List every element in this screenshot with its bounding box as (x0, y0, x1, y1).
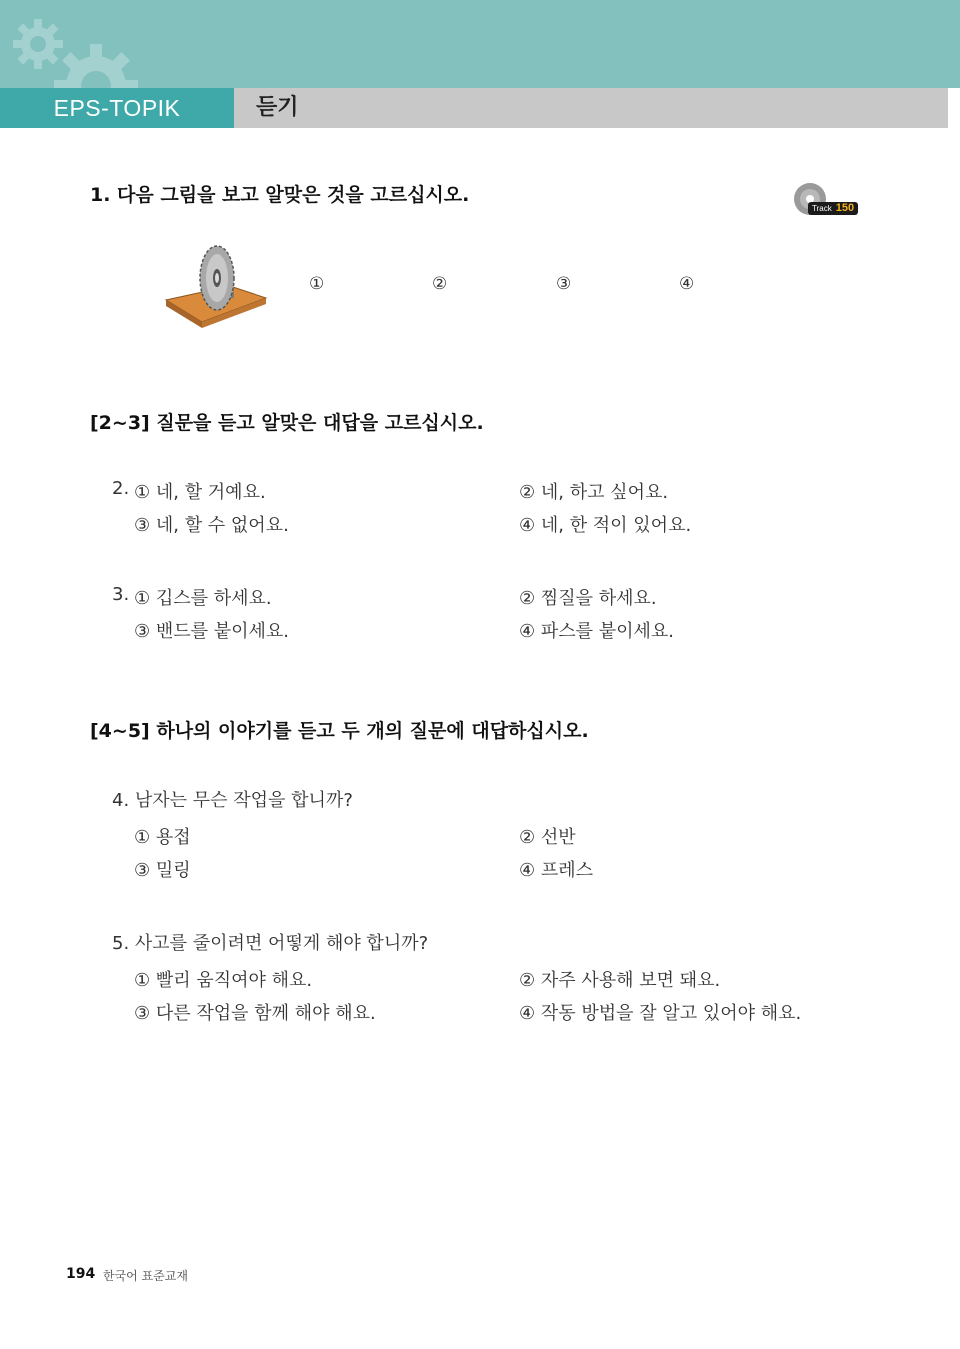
q1-option-4[interactable]: ④ (679, 274, 695, 294)
gear-icon (0, 0, 160, 88)
page-number: 194 (66, 1266, 96, 1282)
q4-option-4[interactable]: ④ 프레스 (519, 860, 594, 881)
q4-5-instruction: [4~5] 하나의 이야기를 듣고 두 개의 질문에 대답하십시오. (90, 720, 589, 742)
q5-question: 5. 사고를 줄이려면 어떻게 해야 합니까? (112, 933, 429, 954)
q5-option-2[interactable]: ② 자주 사용해 보면 돼요. (519, 970, 721, 991)
q1-option-2[interactable]: ② (432, 274, 448, 294)
q2-option-2[interactable]: ② 네, 하고 싶어요. (519, 482, 669, 503)
q1-instruction: 1. 다음 그림을 보고 알맞은 것을 고르십시오. (90, 184, 470, 206)
q3-option-3[interactable]: ③ 밴드를 붙이세요. (134, 621, 290, 642)
q2-3-instruction: [2~3] 질문을 듣고 알맞은 대답을 고르십시오. (90, 412, 484, 434)
q4-option-3[interactable]: ③ 밀링 (134, 860, 191, 881)
q5-option-3[interactable]: ③ 다른 작업을 함께 해야 해요. (134, 1003, 376, 1024)
q3-option-1[interactable]: ① 깁스를 하세요. (134, 588, 272, 609)
track-number: 150 (835, 202, 855, 214)
track-text: Track (812, 204, 832, 213)
q4-option-2[interactable]: ② 선반 (519, 827, 576, 848)
q4-option-1[interactable]: ① 용접 (134, 827, 191, 848)
q2-option-4[interactable]: ④ 네, 한 적이 있어요. (519, 515, 692, 536)
q1-option-1[interactable]: ① (309, 274, 325, 294)
q1-option-3[interactable]: ③ (556, 274, 572, 294)
q3-option-4[interactable]: ④ 파스를 붙이세요. (519, 621, 675, 642)
track-badge (794, 182, 860, 218)
book-title: 한국어 표준교재 (103, 1269, 188, 1283)
section-title: 듣기 (256, 95, 299, 120)
q2-option-1[interactable]: ① 네, 할 거예요. (134, 482, 266, 503)
q5-option-4[interactable]: ④ 작동 방법을 잘 알고 있어야 해요. (519, 1003, 802, 1024)
q2-number: 2. (112, 478, 130, 499)
brand-tab: EPS-TOPIK (0, 88, 234, 128)
q4-question: 4. 남자는 무슨 작업을 합니까? (112, 790, 353, 811)
q3-number: 3. (112, 584, 130, 605)
track-label (808, 202, 858, 215)
q2-option-3[interactable]: ③ 네, 할 수 없어요. (134, 515, 289, 536)
q3-option-2[interactable]: ② 찜질을 하세요. (519, 588, 657, 609)
circular-saw-icon (160, 240, 272, 332)
q5-option-1[interactable]: ① 빨리 움직여야 해요. (134, 970, 313, 991)
